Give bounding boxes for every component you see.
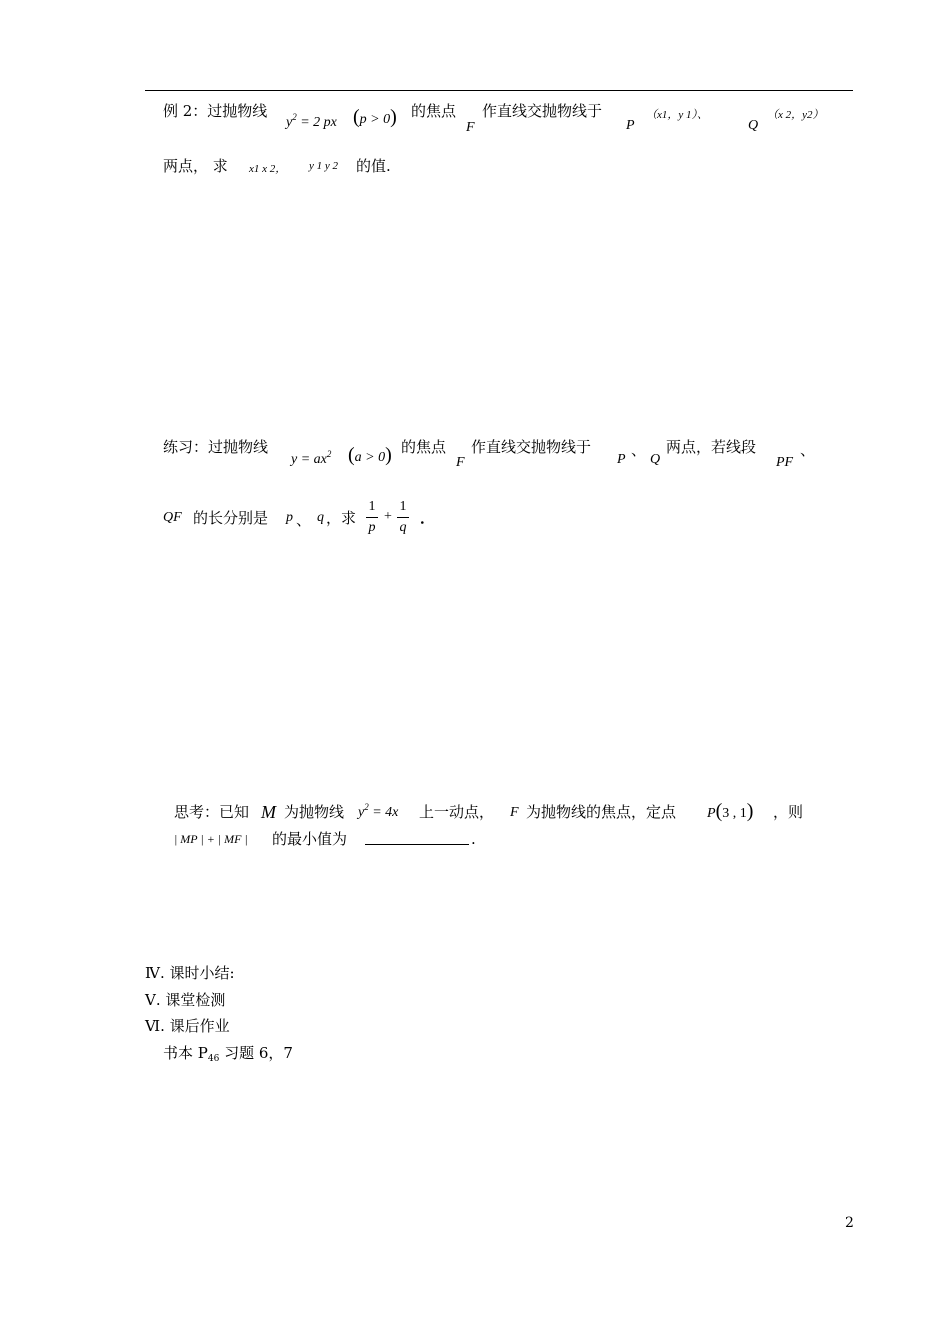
- think-text1: 为抛物线: [284, 803, 345, 821]
- homework-detail: 书本 $P_{46}$ 习题 6，7: [163, 1044, 293, 1064]
- practice-p: p: [286, 510, 293, 525]
- section-summary: Ⅳ. 课时小结:: [145, 964, 235, 982]
- example2-equation: $y^2 = 2$ px: [286, 112, 337, 130]
- think-focus-F: F: [510, 805, 519, 820]
- practice-q: q: [317, 510, 324, 525]
- think-lead: 思考：已知: [174, 803, 250, 821]
- practice-point-P: P: [617, 452, 626, 467]
- practice-sep1: 、: [631, 441, 647, 459]
- think-end: .: [471, 830, 476, 848]
- header-rule: [145, 90, 853, 91]
- example2-text2: 作直线交抛物线于: [482, 102, 603, 120]
- example2-focus-F: F: [466, 120, 475, 135]
- practice-text2: 作直线交抛物线于: [471, 438, 592, 456]
- practice-segment-PF: PF: [776, 455, 794, 470]
- practice-focus-F: F: [456, 455, 465, 470]
- example2-text1: 的焦点: [411, 102, 457, 120]
- practice-end: ．: [420, 509, 436, 527]
- practice-point-Q: Q: [650, 452, 661, 467]
- page-number: 2: [845, 1215, 854, 1231]
- section-homework: Ⅵ. 课后作业: [145, 1017, 230, 1035]
- practice-fraction-2: 1 q: [397, 498, 409, 537]
- think-expression: | MP | + | MF |: [174, 832, 248, 846]
- practice-sep2: 、: [800, 441, 816, 459]
- think-equation: $y^2 = 4x$: [358, 802, 399, 820]
- practice-equation: $y = ax^2$: [291, 449, 332, 467]
- practice-segment-QF: QF: [163, 510, 182, 525]
- example2-P-coords: （x1，y 1）、: [646, 109, 709, 121]
- think-fixed-point: P(3 , 1): [707, 800, 754, 822]
- practice-sep3: 、: [296, 511, 312, 529]
- practice-fraction-1: 1 p: [366, 498, 378, 537]
- practice-condition: (a > 0): [348, 444, 392, 466]
- example2-Q-coords: （x 2，y2）: [767, 109, 824, 121]
- example2-line2-b: 的值.: [356, 157, 391, 175]
- think-text2: 上一动点，: [419, 803, 495, 821]
- section-check: Ⅴ. 课堂检测: [145, 991, 226, 1009]
- example2-line2-a: 两点， 求: [163, 157, 228, 175]
- think-answer-blank: [365, 829, 469, 849]
- example2-lead: 例 2：过抛物线: [163, 102, 268, 120]
- think-text5: 的最小值为: [272, 830, 348, 848]
- example2-y1y2: y 1 y 2: [309, 160, 339, 172]
- practice-text3: 两点，若线段: [666, 438, 757, 456]
- practice-text5: ，求: [326, 509, 357, 527]
- example2-point-Q: Q: [748, 118, 759, 133]
- practice-text1: 的焦点: [401, 438, 447, 456]
- think-point-M: M: [261, 802, 276, 822]
- practice-lead: 练习：过抛物线: [163, 438, 269, 456]
- think-text4: ，则: [773, 803, 804, 821]
- example2-condition: (p > 0): [353, 106, 397, 128]
- example2-point-P: P: [626, 118, 635, 133]
- practice-plus: +: [384, 509, 392, 524]
- example2-x1x2: x1 x 2，: [249, 163, 287, 175]
- think-text3: 为抛物线的焦点，定点: [526, 803, 677, 821]
- practice-text4: 的长分别是: [193, 509, 269, 527]
